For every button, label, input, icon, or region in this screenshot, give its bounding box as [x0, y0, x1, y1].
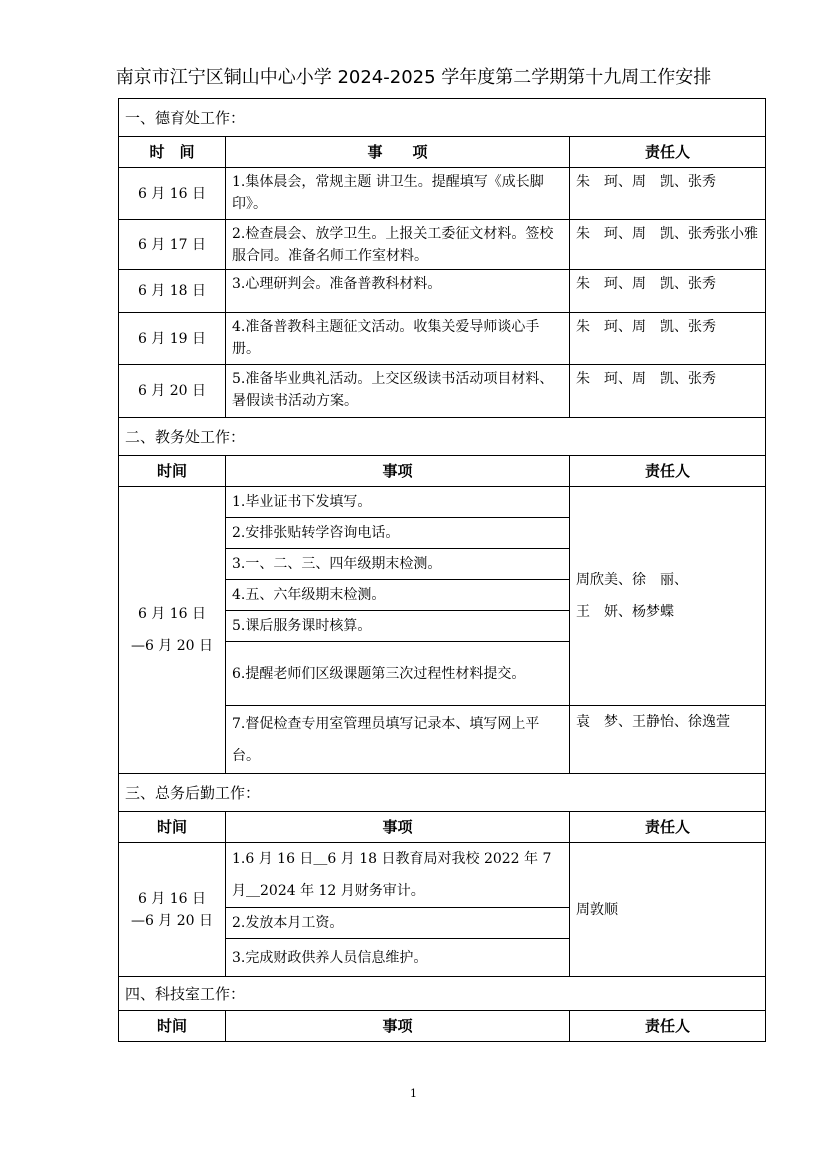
row-time: 6 月 17 日	[119, 220, 226, 270]
period-end: —6 月 20 日	[130, 912, 214, 929]
section-heading-moral: 一、德育处工作：	[119, 99, 766, 137]
responsible-cell: 袁 梦、王静怡、徐逸萱	[570, 706, 766, 774]
page-number: 1	[410, 1087, 417, 1100]
column-header-person: 责任人	[570, 812, 766, 843]
row-item: 4.准备普教科主题征文活动。收集关爱导师谈心手册。	[226, 313, 570, 365]
row-item: 3.心理研判会。准备普教科材料。	[226, 270, 570, 313]
column-header-item: 事 项	[226, 137, 570, 168]
task-item: 3.完成财政供养人员信息维护。	[226, 939, 570, 977]
task-item: 2.安排张贴转学咨询电话。	[226, 518, 570, 549]
row-item: 2.检查晨会、放学卫生。上报关工委征文材料。签校服合同。准备名师工作室材料。	[226, 220, 570, 270]
period-start: 6 月 16 日	[137, 606, 207, 622]
column-header-person: 责任人	[570, 456, 766, 487]
task-item: 7.督促检查专用室管理员填写记录本、填写网上平台。	[226, 706, 570, 774]
row-time: 6 月 19 日	[119, 313, 226, 365]
row-time: 6 月 18 日	[119, 270, 226, 313]
period-cell	[119, 487, 226, 774]
task-item: 3.一、二、三、四年级期末检测。	[226, 549, 570, 580]
section-heading-logistics: 三、总务后勤工作：	[119, 774, 766, 812]
row-person: 朱 珂、周 凯、张秀	[570, 168, 766, 220]
period-cell	[119, 843, 226, 977]
row-time: 6 月 16 日	[119, 168, 226, 220]
period-end: —6 月 20 日	[130, 638, 214, 654]
column-header-person: 责任人	[570, 1011, 766, 1042]
column-header-item: 事项	[226, 456, 570, 487]
column-header-item: 事项	[226, 1011, 570, 1042]
row-person: 朱 珂、周 凯、张秀	[570, 270, 766, 313]
column-header-item: 事项	[226, 812, 570, 843]
responsible-line: 周欣美、徐 丽、	[576, 572, 688, 588]
column-header-person: 责任人	[570, 137, 766, 168]
task-item: 1.6 月 16 日＿6 月 18 日教育局对我校 2022 年 7 月＿2024 年 12 月财务审计。	[226, 843, 570, 908]
column-header-time: 时间	[119, 812, 226, 843]
period-start: 6 月 16 日	[137, 890, 207, 907]
responsible-cell: 周敦顺	[570, 843, 766, 977]
task-item: 6.提醒老师们区级课题第三次过程性材料提交。	[226, 642, 570, 706]
task-item: 4.五、六年级期末检测。	[226, 580, 570, 611]
row-person: 朱 珂、周 凯、张秀	[570, 365, 766, 418]
section-heading-tech: 四、科技室工作：	[119, 977, 766, 1011]
column-header-time: 时 间	[119, 137, 226, 168]
task-item: 2.发放本月工资。	[226, 908, 570, 939]
responsible-line: 王 妍、杨梦蝶	[576, 604, 674, 620]
row-item: 5.准备毕业典礼活动。上交区级读书活动项目材料、暑假读书活动方案。	[226, 365, 570, 418]
task-item: 1.毕业证书下发填写。	[226, 487, 570, 518]
document-title: 南京市江宁区铜山中心小学 2024-2025 学年度第二学期第十九周工作安排	[115, 67, 712, 88]
task-item: 5.课后服务课时核算。	[226, 611, 570, 642]
section-heading-academic: 二、教务处工作：	[119, 418, 766, 456]
column-header-time: 时间	[119, 1011, 226, 1042]
row-person: 朱 珂、周 凯、张秀张小雅	[570, 220, 766, 270]
responsible-cell	[570, 487, 766, 706]
row-person: 朱 珂、周 凯、张秀	[570, 313, 766, 365]
row-item: 1.集体晨会，常规主题 讲卫生。提醒填写《成长脚印》。	[226, 168, 570, 220]
column-header-time: 时间	[119, 456, 226, 487]
row-time: 6 月 20 日	[119, 365, 226, 418]
schedule-table	[118, 98, 766, 1042]
